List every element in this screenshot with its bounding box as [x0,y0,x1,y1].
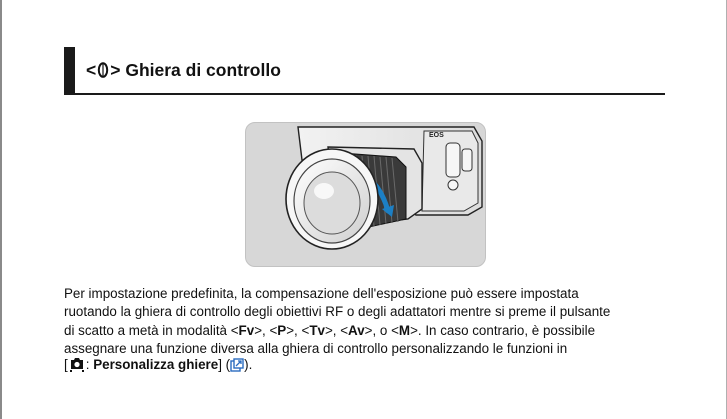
description-paragraph [64,285,674,358]
mode-m: M [398,322,411,338]
heading-title [86,60,281,81]
paragraph-line: assegnare una funzione diversa alla ghiera di controllo personalizzando le funzioni in [64,340,568,356]
menu-name: Personalizza ghiere [93,357,219,372]
ref-open-bracket: [ [64,357,68,372]
mode-p: P [277,322,287,338]
text-run: >, < [254,322,278,338]
heading-text: Ghiera di controllo [125,60,281,80]
mode-fv: Fv [238,322,255,338]
camera-custom-icon [68,357,86,372]
ref-colon: : [85,357,94,372]
text-run: >. In caso contrario, è possibile [410,322,596,338]
lens-control-ring-illustration [245,122,486,267]
control-ring-icon [97,62,109,78]
text-run: di scatto a metà in modalità < [64,322,239,338]
ref-close: ). [244,357,253,372]
mode-tv: Tv [309,322,325,338]
paragraph-line: ruotando la ghiera di controllo degli obiettivi RF o degli adattatori mentre si preme il pulsante [64,304,611,320]
ref-mid: ] ( [218,357,231,372]
text-run: >, o < [364,322,399,338]
paragraph-line: Per impostazione predefinita, la compensazione dell'esposizione può essere impostata [64,286,579,301]
text-run: >, < [286,322,310,338]
heading-accent-bar [64,47,75,95]
heading-open-bracket: < [86,60,97,80]
heading-close-bracket: > [110,60,121,80]
page-link-icon[interactable] [230,358,244,372]
camera-lens-drawing [246,123,485,266]
page-left-border [0,0,2,419]
text-run: >, < [324,322,349,338]
camera-model-label: EOS [429,132,444,139]
heading-underline [64,93,665,95]
mode-av: Av [348,322,365,338]
section-heading [64,47,665,95]
menu-reference [64,356,252,374]
paragraph-line-modes [64,322,674,340]
